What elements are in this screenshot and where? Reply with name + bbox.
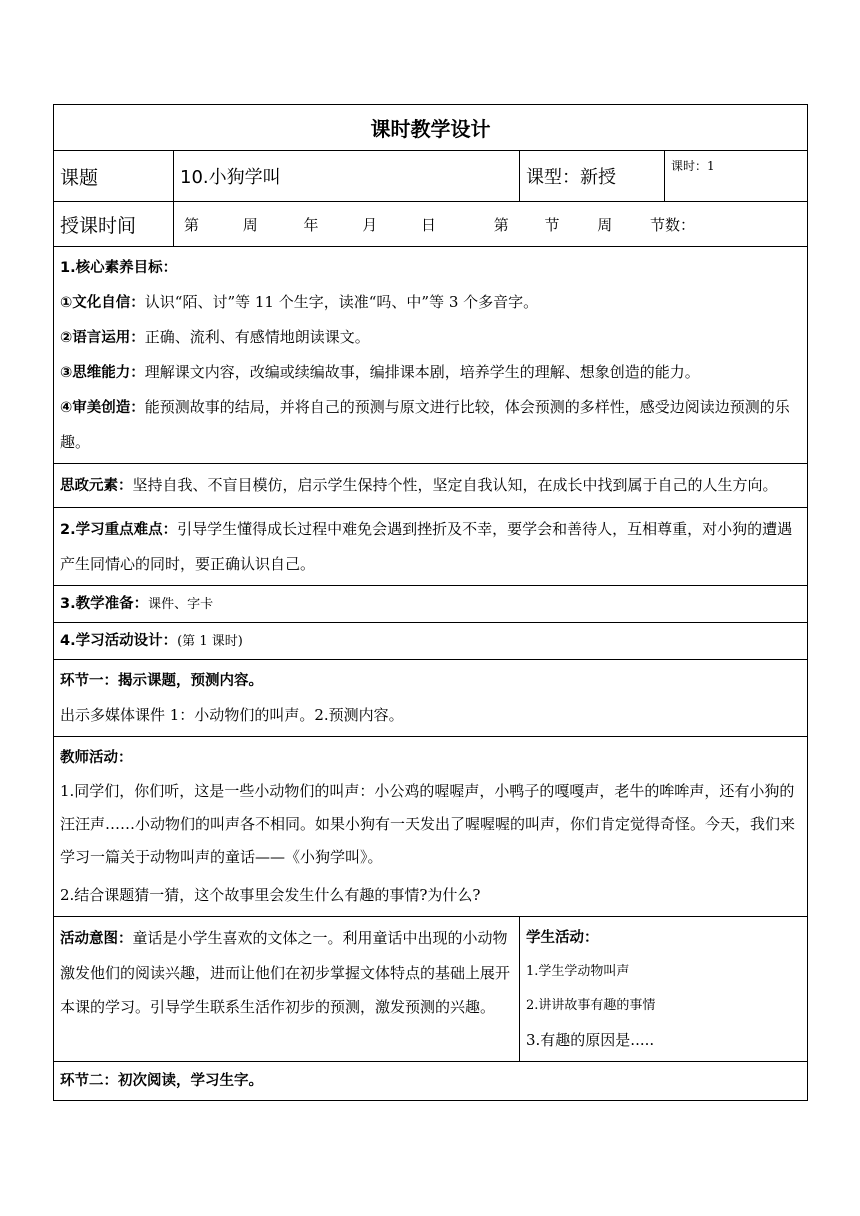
step1-heading: 环节一：揭示课题，预测内容。 — [60, 673, 263, 689]
key-points-row — [54, 508, 808, 586]
preparation-text: 课件、字卡 — [148, 597, 214, 612]
student-heading: 学生活动： — [526, 930, 599, 946]
student-item: 2.讲讲故事有趣的事情 — [526, 998, 656, 1013]
teacher-row — [54, 737, 808, 917]
topic-row — [54, 151, 808, 202]
time-field-section-no: 第 — [493, 215, 509, 234]
intent-cell — [54, 917, 520, 1062]
lesson-type: 课型：新授 — [520, 151, 665, 202]
time-field-year: 年 — [303, 215, 319, 234]
time-field-month: 月 — [362, 215, 378, 234]
intent-label: 活动意图： — [60, 931, 133, 947]
teacher-paragraph: 2.结合课题猜一猜，这个故事里会发生什么有趣的事情?为什么? — [60, 886, 481, 904]
teacher-heading: 教师活动： — [60, 750, 133, 766]
time-field-week-no: 第 — [184, 215, 200, 234]
goal-item: ①文化自信：认识“陌、讨”等 11 个生字，读准“吗、中”等 3 个多音字。 — [60, 293, 539, 311]
teacher-cell — [54, 737, 808, 917]
activity-design-text: (第 1 课时) — [177, 634, 243, 649]
time-field-day: 日 — [421, 215, 437, 234]
time-field-count: 节数： — [650, 215, 696, 234]
time-fields — [174, 202, 808, 247]
student-item: 3.有趣的原因是..... — [526, 1031, 655, 1049]
goals-cell — [54, 247, 808, 464]
step2-cell — [54, 1062, 808, 1101]
student-cell — [520, 917, 808, 1062]
activity-design-cell — [54, 623, 808, 660]
period-count: 课时：1 — [665, 151, 808, 202]
intent-text: 童话是小学生喜欢的文体之一。利用童话中出现的小动物激发他们的阅读兴趣，进而让他们在初步掌握文体特点的基础上展开本课的学习。引导学生联系生活作初步的预测，激发预测的兴趣。 — [60, 929, 511, 1016]
goal-item: ②语言运用：正确、流利、有感情地朗读课文。 — [60, 328, 370, 346]
goal-item: ④审美创造：能预测故事的结局，并将自己的预测与原文进行比较，体会预测的多样性，感受边阅读边预测的乐趣。 — [60, 398, 790, 451]
step1-row — [54, 660, 808, 737]
preparation-label: 3.教学准备： — [60, 596, 149, 612]
goals-heading: 1.核心素养目标： — [60, 260, 178, 276]
goal-item: ③思维能力：理解课文内容，改编或续编故事，编排课本剧，培养学生的理解、想象创造的能力。 — [60, 363, 700, 381]
step1-text: 出示多媒体课件 1：小动物们的叫声。2.预测内容。 — [60, 706, 404, 724]
ideology-text: 坚持自我、不盲目模仿，启示学生保持个性，坚定自我认知，在成长中找到属于自己的人生方向。 — [132, 476, 778, 494]
time-label: 授课时间 — [54, 202, 174, 247]
ideology-cell — [54, 464, 808, 508]
step2-heading: 环节二：初次阅读，学习生字。 — [60, 1073, 263, 1089]
preparation-row — [54, 586, 808, 623]
lesson-plan-table — [53, 104, 808, 1101]
activity-design-row — [54, 623, 808, 660]
time-field-weekday: 周 — [597, 215, 613, 234]
key-points-text: 引导学生懂得成长过程中难免会遇到挫折及不幸，要学会和善待人，互相尊重，对小狗的遭遇产生同情心的同时，要正确认识自己。 — [60, 520, 793, 573]
topic-label: 课题 — [54, 151, 174, 202]
step1-cell — [54, 660, 808, 737]
ideology-label: 思政元素： — [60, 478, 133, 494]
goals-row — [54, 247, 808, 464]
title-row — [54, 105, 808, 151]
activity-design-label: 4.学习活动设计： — [60, 633, 178, 649]
time-field-section: 节 — [544, 215, 560, 234]
student-item: 1.学生学动物叫声 — [526, 964, 630, 979]
key-points-label: 2.学习重点难点： — [60, 522, 178, 538]
time-field-week: 周 — [242, 215, 258, 234]
preparation-cell — [54, 586, 808, 623]
step2-row — [54, 1062, 808, 1101]
ideology-row — [54, 464, 808, 508]
table-title: 课时教学设计 — [54, 105, 808, 151]
topic-value: 10.小狗学叫 — [174, 151, 520, 202]
time-row — [54, 202, 808, 247]
intent-student-row — [54, 917, 808, 1062]
teacher-paragraph: 1.同学们，你们听，这是一些小动物们的叫声：小公鸡的喔喔声，小鸭子的嘎嘎声，老牛的哞哞声，还有小狗的汪汪声……小动物们的叫声各不相同。如果小狗有一天发出了喔喔喔的叫声，你们肯定觉得奇怪。今天，我们来学习一篇关于动物叫声的童话——《小狗学叫》。 — [60, 782, 796, 866]
key-points-cell — [54, 508, 808, 586]
